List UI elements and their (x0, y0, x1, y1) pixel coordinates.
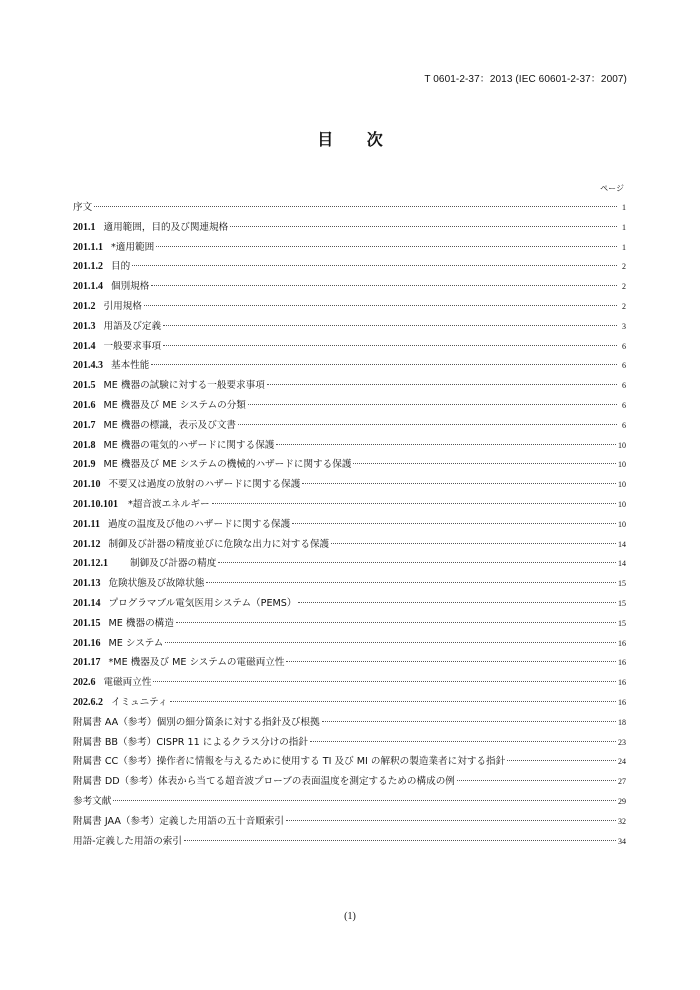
toc-entry[interactable] (73, 258, 626, 278)
toc-entry-title: プログラマブル電気医用システム（PEMS） (108, 597, 297, 609)
toc-entry-title: 序文 (73, 202, 93, 213)
toc-entry-page: 29 (618, 796, 626, 806)
toc-entry-page: 10 (618, 519, 626, 529)
toc-entry-number: 201.1.1 (73, 241, 103, 253)
toc-entry[interactable] (73, 734, 626, 754)
dot-leader (151, 285, 617, 286)
toc-entry-title: 附属書 JAA（参考）定義した用語の五十音順索引 (73, 815, 284, 827)
toc-entry[interactable] (73, 318, 626, 338)
dot-leader (151, 364, 617, 365)
dot-leader (156, 246, 617, 247)
toc-entry[interactable] (73, 357, 626, 377)
dot-leader (218, 562, 616, 563)
toc-entry-title: 不要又は過度の放射のハザードに関する保護 (108, 479, 301, 491)
toc-entry-number: 201.16 (73, 637, 101, 649)
dot-leader (176, 622, 616, 623)
toc-entry[interactable] (73, 753, 626, 773)
toc-entry-title: 適用範囲，目的及び関連規格 (103, 221, 229, 233)
dot-leader (322, 721, 616, 722)
toc-entry-number: 202.6.2 (73, 696, 103, 708)
toc-entry-page: 34 (618, 836, 626, 846)
toc-entry-title: 電磁両立性 (103, 677, 152, 689)
dot-leader (212, 503, 616, 504)
toc-entry-title: ME 機器の標識，表示及び文書 (103, 419, 237, 431)
toc-entry[interactable] (73, 555, 626, 575)
toc-entry-number: 201.17 (73, 657, 101, 669)
dot-leader (276, 444, 616, 445)
toc-entry-title: 附属書 DD（参考）体表から当てる超音波プローブの表面温度を測定するための構成の例 (73, 776, 455, 788)
standard-code: T 0601-2-37：2013 (IEC 60601-2-37：2007) (424, 74, 627, 85)
dot-leader (310, 741, 616, 742)
toc-entry-page: 16 (618, 658, 626, 668)
toc-entry-title: ME 機器及び ME システムの機械的ハザードに関する保護 (103, 459, 352, 471)
toc-entry[interactable] (73, 773, 626, 793)
toc-entry[interactable] (73, 536, 626, 556)
toc-entry[interactable] (73, 516, 626, 536)
toc-entry-page: 1 (622, 222, 626, 232)
toc-entry-page: 6 (622, 341, 626, 351)
toc-entry-number: 201.9 (73, 459, 96, 471)
toc-entry-page: 1 (622, 203, 626, 212)
toc-entry[interactable] (73, 298, 626, 318)
toc-entry-page: 10 (618, 480, 626, 490)
toc-entry-title: イミュニティ (111, 696, 168, 708)
toc-entry-page: 16 (618, 697, 626, 707)
toc-entry-number: 201.14 (73, 597, 101, 609)
toc-entry[interactable] (73, 278, 626, 298)
toc-entry-number: 201.8 (73, 439, 96, 451)
toc-entry-title: *ME 機器及び ME システムの電磁両立性 (108, 657, 285, 669)
dot-leader (331, 543, 616, 544)
toc-entry[interactable] (73, 595, 626, 615)
toc-entry-page: 15 (618, 579, 626, 589)
toc-entry-title: *超音波エネルギー (128, 498, 210, 510)
dot-leader (286, 661, 616, 662)
toc-entry-title: ME 機器の電気的ハザードに関する保護 (103, 439, 275, 451)
toc-entry-page: 6 (622, 400, 626, 410)
toc-entry[interactable] (73, 615, 626, 635)
dot-leader (292, 523, 616, 524)
toc-entry[interactable] (73, 338, 626, 358)
page-number: (1) (344, 911, 356, 922)
toc-entry-number: 201.11 (73, 518, 100, 530)
toc-entry[interactable] (73, 654, 626, 674)
dot-leader (94, 206, 617, 207)
toc-entry-number: 201.12 (73, 538, 101, 550)
toc-entry[interactable] (73, 496, 626, 516)
toc-entry-page: 27 (618, 777, 626, 787)
toc-entry-number: 201.2 (73, 300, 96, 312)
dot-leader (230, 226, 617, 227)
toc-entry-title: ME 機器及び ME システムの分類 (103, 399, 246, 411)
toc-entry[interactable] (73, 417, 626, 437)
toc-entry-number: 201.15 (73, 617, 101, 629)
toc-entry-page: 10 (618, 460, 626, 470)
toc-entry-number: 201.6 (73, 399, 96, 411)
toc-entry-page: 10 (618, 499, 626, 509)
toc-entry-page: 2 (622, 301, 626, 311)
toc-entry[interactable] (73, 219, 626, 239)
toc-entry-number: 201.1.4 (73, 281, 103, 293)
toc-entry-title: *適用範囲 (111, 241, 155, 253)
toc-entry-page: 2 (622, 282, 626, 292)
dot-leader (298, 602, 616, 603)
toc-entry-page: 23 (618, 737, 626, 747)
toc-entry-number: 201.3 (73, 320, 96, 332)
dot-leader (170, 701, 616, 702)
toc-entry-title: 制御及び計器の精度並びに危険な出力に対する保護 (108, 538, 330, 550)
toc-entry-page: 2 (622, 262, 626, 272)
toc-entry-number: 201.5 (73, 380, 96, 392)
toc-entry[interactable] (73, 397, 626, 417)
toc-entry-number: 201.4.3 (73, 360, 103, 372)
toc-entry-page: 16 (618, 638, 626, 648)
toc-entry-number: 201.1.2 (73, 261, 103, 273)
dot-leader (248, 404, 617, 405)
toc-entry-number: 201.13 (73, 578, 101, 590)
dot-leader (163, 345, 617, 346)
toc-entry-title: 用語及び定義 (103, 320, 162, 332)
toc-entry-title: ME 機器の試験に対する一般要求事項 (103, 380, 265, 392)
toc-entry-number: 202.6 (73, 677, 96, 689)
toc-entry-title: 一般要求事項 (103, 340, 162, 352)
toc-entry[interactable] (73, 694, 626, 714)
table-of-contents (73, 199, 626, 852)
toc-entry-title: 目的 (111, 261, 131, 273)
toc-entry-page: 15 (618, 598, 626, 608)
toc-entry-page: 14 (618, 539, 626, 549)
dot-leader (353, 463, 616, 464)
toc-entry-title: ME 機器の構造 (108, 617, 174, 629)
toc-entry-page: 15 (618, 618, 626, 628)
toc-entry-number: 201.7 (73, 419, 96, 431)
toc-entry[interactable] (73, 377, 626, 397)
dot-leader (206, 582, 616, 583)
toc-entry-title: 附属書 AA（参考）個別の細分箇条に対する指針及び根拠 (73, 716, 320, 728)
dot-leader (144, 305, 617, 306)
toc-entry-title: 用語-定義した用語の索引 (73, 835, 182, 847)
toc-entry-page: 18 (618, 717, 626, 727)
toc-entry-title: 附属書 CC（参考）操作者に情報を与えるために使用する TI 及び MI の解釈の製造業者に対する指針 (73, 756, 506, 768)
dot-leader (153, 681, 616, 682)
toc-entry-title: 参考文献 (73, 795, 112, 807)
toc-entry[interactable] (73, 575, 626, 595)
toc-entry-page: 3 (622, 321, 626, 331)
toc-entry-title: 引用規格 (103, 300, 142, 312)
toc-entry[interactable] (73, 456, 626, 476)
toc-entry[interactable] (73, 239, 626, 259)
toc-entry-page: 6 (622, 381, 626, 391)
toc-entry[interactable] (73, 793, 626, 813)
toc-entry-page: 6 (622, 361, 626, 371)
toc-entry-title: 過度の温度及び他のハザードに関する保護 (107, 518, 291, 530)
toc-entry-page: 24 (618, 757, 626, 767)
toc-entry-number: 201.4 (73, 340, 96, 352)
toc-entry-title: 制御及び計器の精度 (130, 558, 217, 570)
toc-entry-page: 14 (618, 559, 626, 569)
dot-leader (132, 265, 617, 266)
toc-entry-number: 201.1 (73, 221, 96, 233)
dot-leader (238, 424, 617, 425)
toc-entry[interactable] (73, 813, 626, 833)
toc-entry-page: 16 (618, 678, 626, 688)
dot-leader (286, 820, 616, 821)
toc-entry-title: 危険状態及び故障状態 (108, 578, 205, 590)
toc-entry[interactable] (73, 476, 626, 496)
toc-entry-page: 1 (622, 242, 626, 252)
toc-entry-page: 6 (622, 420, 626, 430)
page-column-label: ページ (600, 184, 624, 193)
toc-entry-number: 201.10.101 (73, 498, 118, 510)
toc-entry-title: 基本性能 (111, 360, 150, 372)
toc-entry-page: 10 (618, 440, 626, 450)
toc-entry[interactable] (73, 199, 626, 219)
toc-entry-title: 附属書 BB（参考）CISPR 11 によるクラス分けの指針 (73, 736, 308, 748)
dot-leader (457, 780, 616, 781)
dot-leader (163, 325, 617, 326)
dot-leader (165, 642, 616, 643)
toc-entry[interactable] (73, 714, 626, 734)
dot-leader (184, 840, 616, 841)
page-title: 目 次 (317, 130, 397, 149)
toc-entry[interactable] (73, 833, 626, 853)
toc-entry[interactable] (73, 674, 626, 694)
dot-leader (113, 800, 616, 801)
toc-entry[interactable] (73, 437, 626, 457)
dot-leader (302, 483, 616, 484)
toc-entry[interactable] (73, 635, 626, 655)
toc-entry-title: ME システム (108, 637, 164, 649)
dot-leader (507, 760, 616, 761)
toc-entry-number: 201.10 (73, 479, 101, 491)
toc-entry-title: 個別規格 (111, 281, 150, 293)
toc-entry-page: 32 (618, 816, 626, 826)
toc-entry-number: 201.12.1 (73, 558, 108, 570)
dot-leader (267, 384, 617, 385)
